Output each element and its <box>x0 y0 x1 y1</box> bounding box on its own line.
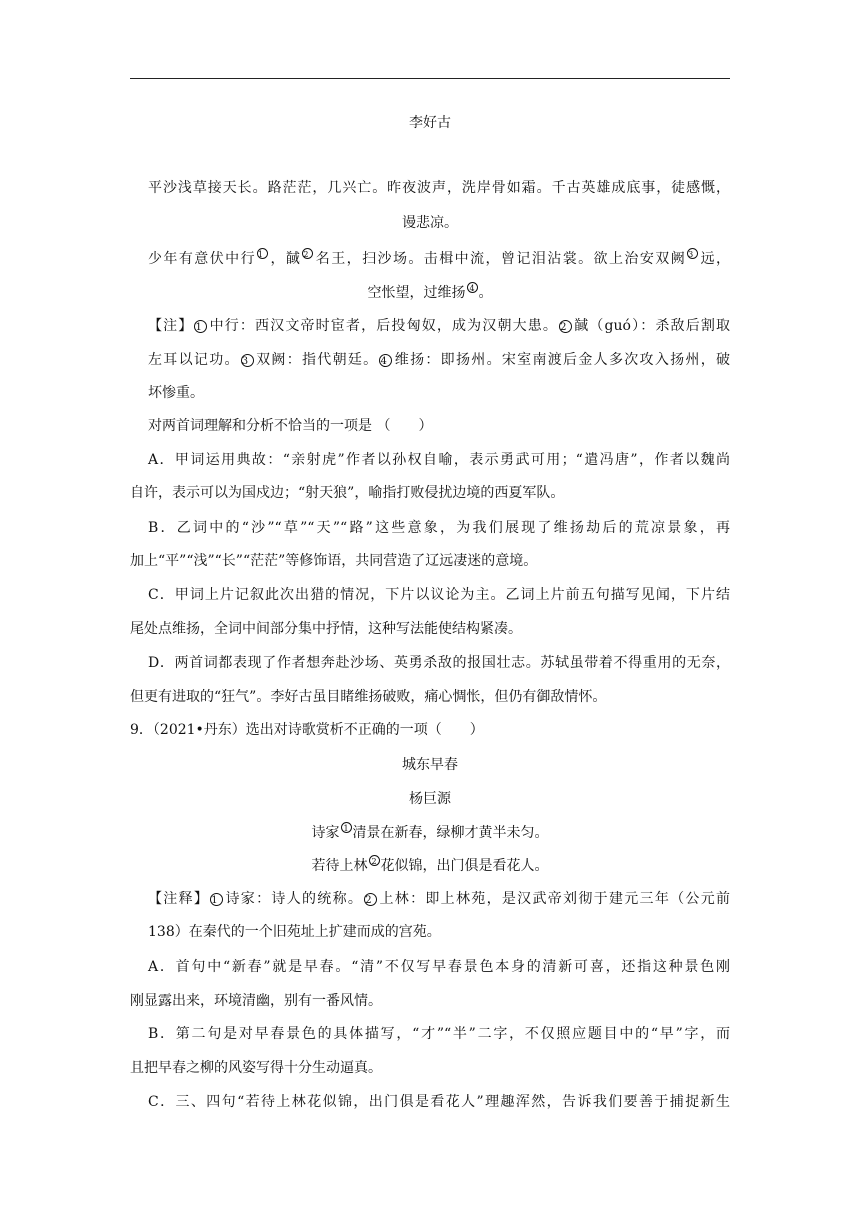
poem-line: 谩悲凉。 <box>402 215 458 231</box>
option-c-cont: 尾处点维扬，全词中间部分集中抒情，这种写法能使结构紧凑。 <box>130 621 522 637</box>
poem-title: 城东早春 <box>402 757 458 773</box>
header-rule <box>130 78 730 79</box>
option-a-cont: 自许，表示可以为国戍边；“射天狼”，喻指打败侵扰边境的西夏军队。 <box>130 485 565 501</box>
option-a-cont: 刚显露出来，环境清幽，别有一番风情。 <box>130 993 382 1009</box>
poem-line: 平沙浅草接天长。路茫茫，几兴亡。昨夜波声，洗岸骨如霜。千古英雄成底事，徒感慨， <box>148 180 730 196</box>
poem-author: 李好古 <box>409 115 451 131</box>
footnote-mark: 1 <box>257 248 268 259</box>
poem-line: 若待上林 $^2$ 花似锦，出门俱是看花人。 <box>311 857 549 874</box>
option-c: C．甲词上片记叙此次出猎的情况，下片以议论为主。乙词上片前五句描写见闻，下片结 <box>148 587 730 603</box>
poem-note: 坏惨重。 <box>148 385 204 401</box>
option-b-cont: 且把早春之柳的风姿写得十分生动逼真。 <box>130 1060 382 1076</box>
footnote-mark: 4 <box>467 282 478 293</box>
option-c: C．三、四句“若待上林花似锦，出门俱是看花人”理趣浑然，告诉我们要善于捕捉新生 <box>148 1094 730 1110</box>
poem-line: 空怅望，过维扬 $^4$ 。 <box>367 284 493 301</box>
footnote-mark: 1 <box>341 822 352 833</box>
option-a: A．首句中“新春”就是早春。“清”不仅写早春景色本身的清新可喜，还指这种景色刚 <box>148 959 730 975</box>
poem-note: 【注】 1 中行：西汉文帝时宦者，后投匈奴，成为汉朝大患。 2 馘（guó）：杀敌后割取 <box>148 318 730 334</box>
poem-line: 诗家 $^1$ 清景在新春，绿柳才黄半未匀。 <box>311 824 549 841</box>
poem-note: 138）在秦代的一个旧苑址上扩建而成的宫苑。 <box>148 924 441 940</box>
question-stem: 9．（2021•丹东）选出对诗歌赏析不正确的一项（ ） <box>130 722 484 738</box>
poem-line: 少年有意伏中行 $^1$ ，馘 $^2$ 名王，扫沙场。击楫中流，曾记泪沾裳。欲上治安双阙 $^3$ 远， <box>148 250 731 267</box>
footnote-mark: 2 <box>369 855 380 866</box>
option-b-cont: 加上“平”“浅”“长”“茫茫”等修饰语，共同营造了辽远凄迷的意境。 <box>130 553 538 569</box>
option-a: A．甲词运用典故：“亲射虎”作者以孙权自喻，表示勇武可用；“遣冯唐”，作者以魏尚 <box>148 452 730 468</box>
poem-author: 杨巨源 <box>409 791 451 807</box>
option-d-cont: 但更有进取的“狂气”。李好古虽目睹维扬破败，痛心惆怅，但仍有御敌情怀。 <box>130 689 607 705</box>
poem-note: 【注释】 1 诗家：诗人的统称。 2 上林：即上林苑，是汉武帝刘彻于建元三年（公元前 <box>148 891 731 907</box>
option-b: B．第二句是对早春景色的具体描写，“才”“半”二字，不仅照应题目中的“早”字，而 <box>148 1026 730 1042</box>
option-d: D．两首词都表现了作者想奔赴沙场、英勇杀敌的报国壮志。苏轼虽带着不得重用的无奈， <box>148 655 730 671</box>
footnote-mark: 2 <box>302 248 313 259</box>
poem-note: 左耳以记功。 3 双阙：指代朝廷。 4 维扬：即扬州。宋室南渡后金人多次攻入扬州，破 <box>148 352 731 368</box>
footnote-mark: 3 <box>687 248 698 259</box>
question-stem: 对两首词理解和分析不恰当的一项是 （ ） <box>148 418 433 434</box>
option-b: B．乙词中的“沙”“草”“天”“路”这些意象，为我们展现了维扬劫后的荒凉景象，再 <box>148 520 730 536</box>
